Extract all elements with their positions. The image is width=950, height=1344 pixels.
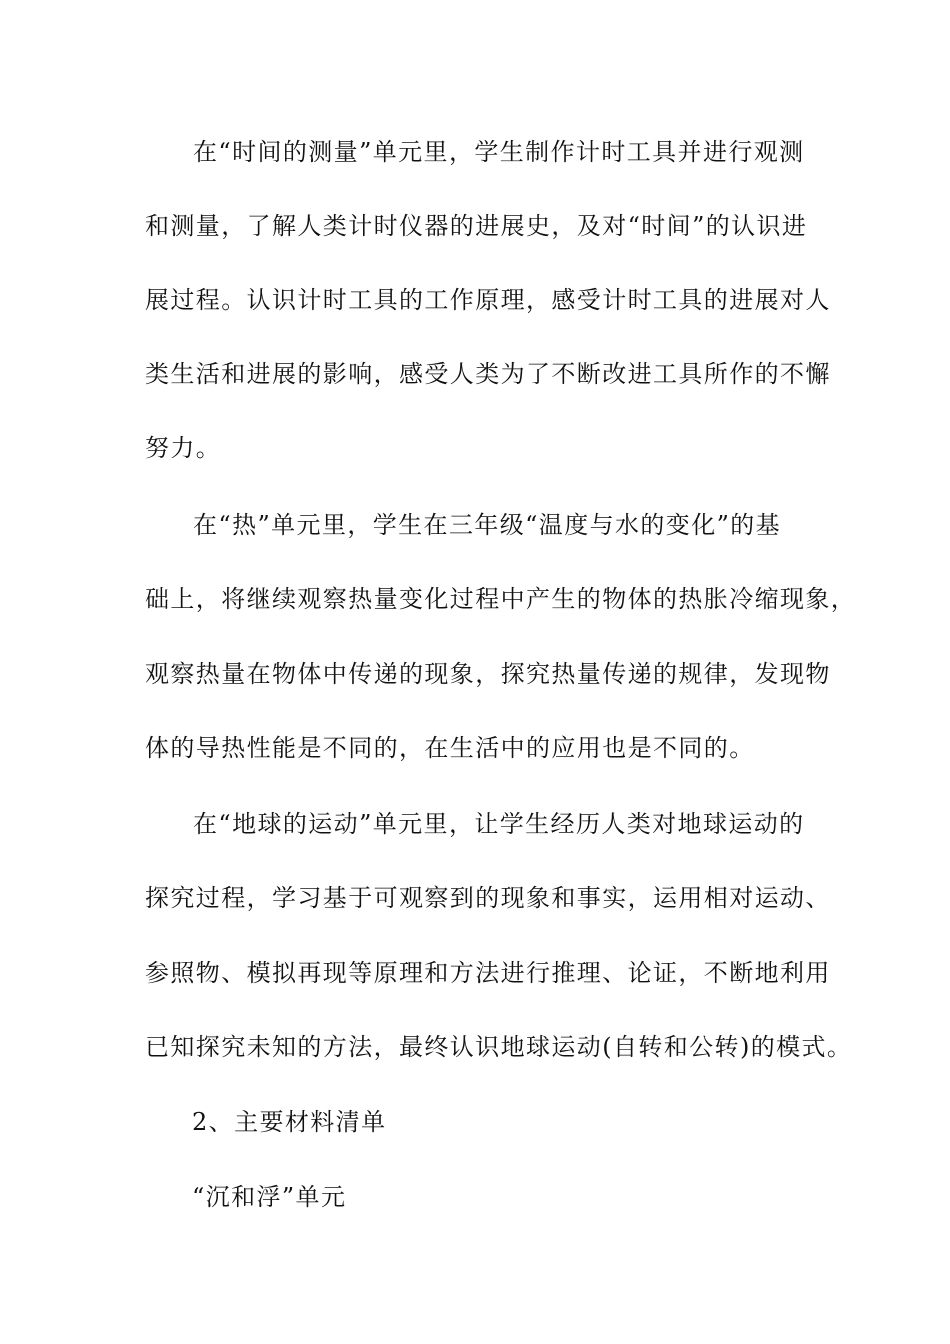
paragraph-2-line-4: 体的导热性能是不同的，在生活中的应用也是不同的。 [145, 734, 755, 762]
paragraph-1-line-3: 展过程。认识计时工具的工作原理，感受计时工具的进展对人 [145, 286, 831, 314]
paragraph-2-line-2: 础上，将继续观察热量变化过程中产生的物体的热胀冷缩现象， [145, 585, 857, 613]
section-heading: 2、主要材料清单 [192, 1108, 387, 1136]
paragraph-3-line-4: 已知探究未知的方法，最终认识地球运动(自转和公转)的模式。 [145, 1033, 853, 1061]
paragraph-2-line-3: 观察热量在物体中传递的现象，探究热量传递的规律，发现物 [145, 660, 831, 688]
unit-heading: “沉和浮”单元 [192, 1183, 347, 1211]
paragraph-1-line-1: 在“时间的测量”单元里，学生制作计时工具并进行观测 [193, 138, 805, 166]
paragraph-1-line-5: 努力。 [145, 434, 222, 462]
paragraph-3-line-2: 探究过程，学习基于可观察到的现象和事实，运用相对运动、 [145, 884, 831, 912]
paragraph-1-line-2: 和测量，了解人类计时仪器的进展史，及对“时间”的认识进 [145, 212, 808, 240]
paragraph-3-line-1: 在“地球的运动”单元里，让学生经历人类对地球运动的 [193, 810, 805, 838]
paragraph-1-line-4: 类生活和进展的影响，感受人类为了不断改进工具所作的不懈 [145, 360, 831, 388]
paragraph-3-line-3: 参照物、模拟再现等原理和方法进行推理、论证，不断地利用 [145, 959, 831, 987]
paragraph-2-line-1: 在“热”单元里，学生在三年级“温度与水的变化”的基 [193, 511, 782, 539]
